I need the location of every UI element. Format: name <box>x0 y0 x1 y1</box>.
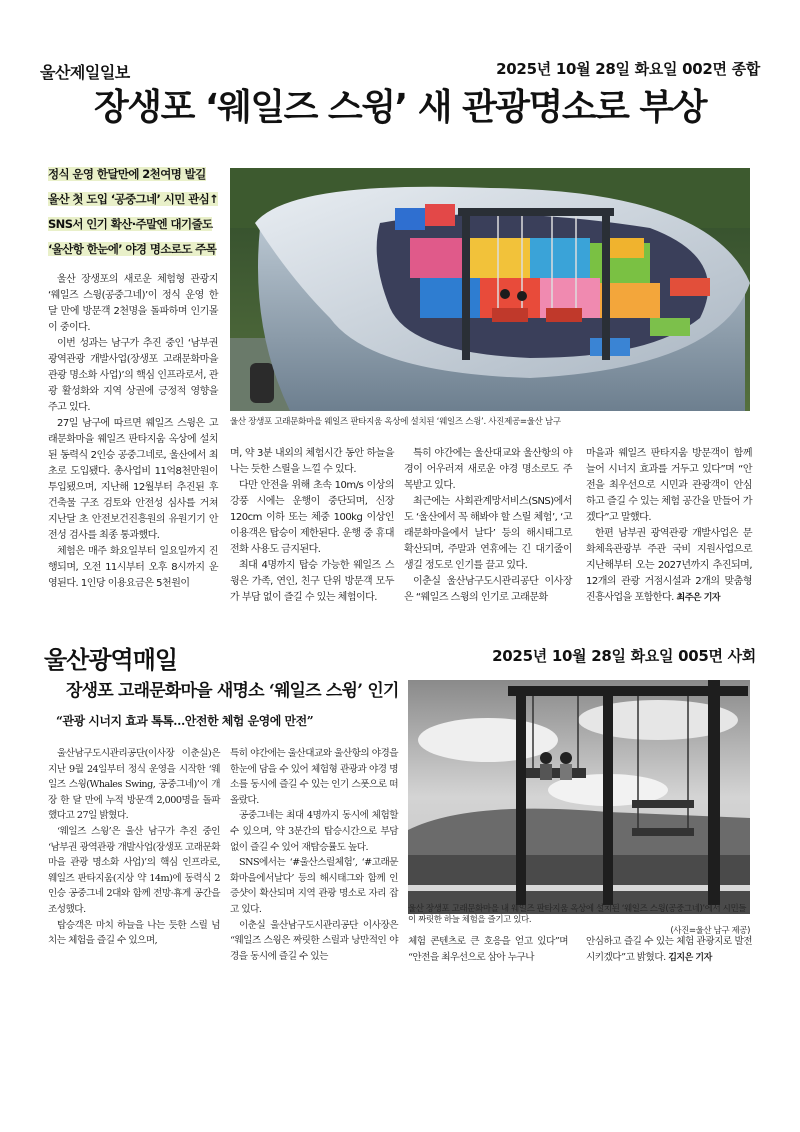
paragraph: ‘웨일즈 스윙’은 울산 남구가 추진 중인 ‘남부권 광역관광 개발사업(장생포 고래문화마을 관광 명소화 사업)’의 핵심 인프라로, 웨일즈 판타지움(지상 약 14m)에 동력식 2인승 공중그네 2대와 함께 전망·휴게 공간을 조성했다. <box>48 825 220 915</box>
photo-caption-2: 울산 장생포 고래문화마을 내 웨일즈 판타지움 옥상에 설치된 ‘웨일즈 스윙(공중그네)’에서 시민들이 짜릿한 하늘 체험을 즐기고 있다. (사진=울산 남구 제공) <box>408 904 750 936</box>
paragraph: 이춘실 울산남구도시관리공단 이사장은 “웨일즈 스윙의 인기로 고래문화 <box>404 576 572 603</box>
paragraph: 다만 안전을 위해 초속 10m/s 이상의 강풍 시에는 운행이 중단되며, 신장 120cm 이하 또는 체중 100kg 이상인 이용객은 탑승이 제한된다. 운행 중 휴대전화 사용도 금지된다. <box>230 480 394 555</box>
photo-caption-1: 울산 장생포 고래문화마을 웨일즈 판타지움 옥상에 설치된 ‘웨일즈 스윙’. 사진제공=울산 남구 <box>230 417 561 427</box>
subhead-2: 울산 첫 도입 ‘공중그네’ 시민 관심↑ <box>48 192 219 206</box>
body-column-2 <box>230 446 394 606</box>
paragraph: 특히 야간에는 울산대교와 울산항의 야경을 한눈에 담을 수 있어 체험형 관광과 야경 명소를 동시에 즐길 수 있는 인기 스폿으로 떠올랐다. <box>230 748 399 806</box>
body-column-2-2 <box>230 746 398 964</box>
paragraph: 공중그네는 최대 4명까지 동시에 체험할 수 있으며, 약 3분간의 탑승시간으로 부담 없이 즐길 수 있어 재탑승률도 높다. <box>230 810 398 853</box>
body-column-1b <box>48 416 218 592</box>
swing-ride-photo <box>408 680 750 914</box>
paragraph: 울산 장생포의 새로운 체험형 관광지 ‘웨일즈 스윙(공중그네)’이 정식 운영 한 달 만에 방문객 2천명을 돌파하며 인기몰이 중이다. <box>48 274 218 333</box>
subheads-1 <box>48 162 223 262</box>
paragraph: 한편 남부권 광역관광 개발사업은 문화체육관광부 주관 국비 지원사업으로 지난해부터 오는 2027년까지 추진되며, 12개의 관광 거점시설과 2개의 맞춤형 진흥사업을 포함한다. 최주은 기자 <box>586 528 752 603</box>
body-column-2-1 <box>48 746 220 949</box>
body-column-1a <box>48 272 218 416</box>
newspaper-name-2: 울산광역매일 <box>44 646 178 674</box>
paragraph: 안심하고 즐길 수 있는 체험 관광지로 발전시키겠다”고 밝혔다. 김지은 기자 <box>586 936 752 963</box>
paragraph: 체험 콘텐츠로 큰 호응을 얻고 있다”며 “안전을 최우선으로 삼아 누구나 <box>408 936 568 963</box>
paragraph: 며, 약 3분 내외의 체험시간 동안 하늘을 나는 듯한 스릴을 느낄 수 있다. <box>230 448 394 475</box>
headline-1: 장생포 ‘웨일즈 스윙’ 새 관광명소로 부상 <box>94 87 706 128</box>
subhead-3: SNS서 인기 확산·주말엔 대기줄도 <box>48 217 213 231</box>
paragraph: SNS에서는 ‘#울산스릴체험’, ‘#고래문화마을에서날다’ 등의 해시태그와 함께 인증샷이 확산되며 지역 관광 명소로 자리 잡고 있다. <box>230 857 398 915</box>
body-column-2-3 <box>408 934 568 965</box>
body-column-4 <box>586 446 752 606</box>
body-column-2-4 <box>586 934 752 966</box>
headline-2: 장생포 고래문화마을 새명소 ‘웨일즈 스윙’ 인기 <box>66 681 399 701</box>
subhead-1: 정식 운영 한달만에 2천여명 발길 <box>48 167 206 181</box>
paragraph: 이번 성과는 남구가 추진 중인 ‘남부권 광역관광 개발사업(장생포 고래문화마을 관광 명소화 사업)’의 핵심 인프라로서, 관광 활성화와 지역 상권에 긍정적 영향을 주고 있다. <box>48 338 218 413</box>
subhead-4: ‘울산항 한눈에’ 야경 명소로도 주목 <box>48 242 217 256</box>
paragraph: 최근에는 사회관계망서비스(SNS)에서도 ‘울산에서 꼭 해봐야 할 스릴 체험’, ‘고래문화마을에서 날다’ 등의 해시태그로 확산되며, 주말과 연휴에는 긴 대기줄이 생길 정도로 인기를 끌고 있다. <box>404 496 572 571</box>
subhead-2-line: “관광 시너지 효과 톡톡…안전한 체험 운영에 만전” <box>56 714 314 728</box>
paragraph: 탑승객은 마치 하늘을 나는 듯한 스릴 넘치는 체험을 즐길 수 있으며, <box>48 919 220 947</box>
paragraph: 특히 야간에는 울산대교와 울산항의 야경이 어우러져 새로운 야경 명소로도 주목받고 있다. <box>404 448 572 491</box>
paragraph: 체험은 매주 화요일부터 일요일까지 진행되며, 오전 11시부터 오후 8시까지 운영된다. 1인당 이용요금은 5천원이 <box>48 546 218 589</box>
paragraph: 이춘실 울산남구도시관리공단 이사장은 “웨일즈 스윙은 짜릿한 스릴과 낭만적인 야경을 동시에 즐길 수 있는 <box>230 919 398 962</box>
byline-1: 최주은 기자 <box>676 593 721 603</box>
body-column-3 <box>404 446 572 606</box>
byline-2: 김지은 기자 <box>668 952 712 963</box>
date-line-1: 2025년 10월 28일 화요일 002면 종합 <box>496 60 760 78</box>
photo-credit-2: (사진=울산 남구 제공) <box>670 926 750 936</box>
paragraph: 27일 남구에 따르면 웨일즈 스윙은 고래문화마을 웨일즈 판타지움 옥상에 설치된 동력식 2인승 공중그네로, 울산에서 최초로 도입됐다. 총사업비 11억8천만원이 투입됐으며, 지난해 12월부터 추진된 후 건축물 구조 검토와 안전성 심사를 거쳐 지난달 초 안전보건진흥원의 유원기기 안전성 검사를 최종 통과했다. <box>48 418 218 541</box>
date-line-2: 2025년 10월 28일 화요일 005면 사회 <box>492 647 756 665</box>
newspaper-name-1: 울산제일일보 <box>40 63 130 82</box>
swing-rooftop-photo <box>230 168 750 411</box>
paragraph: 최대 4명까지 탑승 가능한 웨일즈 스윙은 가족, 연인, 친구 단위 방문객 모두가 부담 없이 즐길 수 있는 체험이다. <box>230 560 394 603</box>
paragraph: 마을과 웨일즈 판타지움 방문객이 함께 늘어 시너지 효과를 거두고 있다”며 “안전을 최우선으로 시민과 관광객이 안심하고 즐길 수 있는 체험 공간을 만들어 가겠다”고 말했다. <box>586 448 752 523</box>
paragraph: 울산남구도시관리공단(이사장 이춘실)은 지난 9월 24일부터 정식 운영을 시작한 ‘웨일즈 스윙(Whales Swing, 공중그네)’이 개장 한 달 만에 누적 방문객 2,000명을 돌파했다고 27일 밝혔다. <box>48 748 220 822</box>
